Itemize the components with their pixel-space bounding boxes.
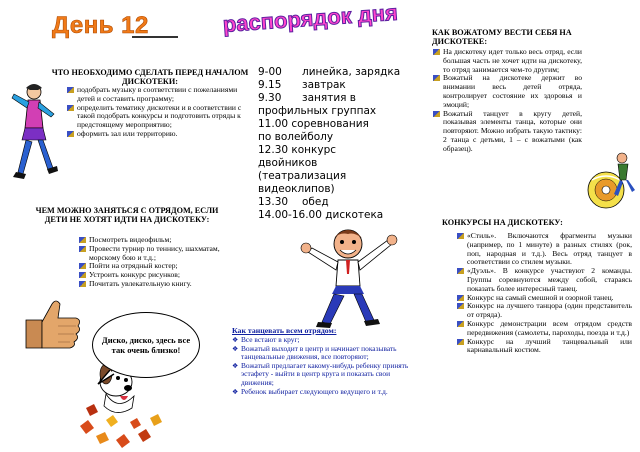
bored-list: [78, 236, 228, 289]
list-item: подобрать музыку в соответствии с пожеланиями детей и составить программу;: [66, 86, 254, 104]
schedule-activity: дискотека: [325, 209, 384, 221]
dance-list: [232, 336, 422, 396]
list-item: Конкурс на лучший танцевальный или карнавальный костюм.: [456, 338, 632, 356]
day-title-blank-line: [132, 36, 178, 38]
schedule-activity: соревнования по волейболу: [258, 118, 369, 143]
schedule-time: 14.00-16.00: [258, 209, 322, 221]
list-item: На дискотеку идет только весь отряд, если большая часть не хочет идти на дискотеку, то отряд занимается чем-то другим;: [432, 48, 582, 74]
schedule-time: 11.00: [258, 118, 289, 130]
dancer-woman-illustration: [8, 80, 60, 190]
contests-heading: КОНКУРСЫ НА ДИСКОТЕКУ:: [442, 218, 563, 227]
schedule-row: [258, 196, 384, 209]
schedule-activity: занятия в профильных группах: [258, 92, 377, 117]
list-item: Пойти на отрядный костер;: [78, 262, 228, 271]
cd-dancer-illustration: [584, 150, 636, 216]
schedule-row: [258, 66, 401, 79]
schedule-time: 9-00: [258, 66, 282, 78]
list-item: оформить зал или территорию.: [66, 130, 254, 139]
prep-heading: ЧТО НЕОБХОДИМО СДЕЛАТЬ ПЕРЕД НАЧАЛОМ ДИСКОТЕКИ:: [51, 68, 249, 86]
speech-bubble-tail: [96, 370, 116, 386]
schedule-activity: обед: [302, 196, 329, 208]
list-item: Почитать увлекательную книгу.: [78, 280, 228, 289]
schedule-row: [258, 79, 384, 92]
dancer-man-illustration: [292, 224, 404, 328]
list-item: ❖ Все встают в круг;: [232, 336, 422, 345]
schedule-banner: распорядок дня: [222, 0, 399, 37]
list-item: Конкурс на лучшего танцора (один представитель от отряда).: [456, 302, 632, 320]
daily-schedule: [258, 66, 401, 222]
schedule-activity: конкурс двойников (театрализация видеоклипов): [258, 144, 347, 195]
list-item: Конкурс на самый смешной и озорной танец.: [456, 294, 632, 303]
prep-list: [66, 86, 254, 139]
list-item: определить тематику дискотеки и в соответствии с такой подобрать конкурсы и подготовить отряды к предстоящему мероприятию;: [66, 104, 254, 130]
list-item: ❖ Вожатый предлагает какому-нибудь ребенку принять эстафету - выйти в центр круга и показать свои движения;: [232, 362, 422, 388]
day-title: День 12: [52, 12, 149, 39]
list-item: Посмотреть видеофильм;: [78, 236, 228, 245]
conduct-list: [432, 48, 582, 154]
list-item: «Дуэль». В конкурсе участвуют 2 команды. Группы соревнуются между собой, стараясь показать более интересный танец.: [456, 267, 632, 293]
schedule-row: [258, 92, 384, 118]
bored-heading: ЧЕМ МОЖНО ЗАНЯТЬСЯ С ОТРЯДОМ, ЕСЛИ ДЕТИ НЕ ХОТЯТ ИДТИ НА ДИСКОТЕКУ:: [35, 206, 219, 224]
schedule-time: 13.30: [258, 196, 289, 208]
list-item: «Стиль». Включаются фрагменты музыки (например, по 1 минуте) в разных стилях (рок, поп, народная и т.д.). Весь отряд танцует в соответствии со стилем музыки.: [456, 232, 632, 267]
schedule-row: [258, 209, 384, 222]
contests-list: [456, 232, 632, 355]
conduct-heading: КАК ВОЖАТОМУ ВЕСТИ СЕБЯ НА ДИСКОТЕКЕ:: [432, 28, 572, 46]
schedule-activity: линейка, зарядка: [302, 66, 401, 78]
list-item: Провести турнир по теннису, шахматам, морскому бою и т.д.;: [78, 245, 228, 263]
schedule-time: 12.30: [258, 144, 289, 156]
list-item: Устроить конкурс рисунков;: [78, 271, 228, 280]
schedule-time: 9.15: [258, 79, 282, 91]
speech-bubble: Диско, диско, здесь все так очень близко!: [92, 312, 200, 378]
list-item: Конкурс демонстрации всем отрядом средств передвижения (самолеты, пароходы, поезда и т.д.): [456, 320, 632, 338]
list-item: Вожатый танцует в кругу детей, показывая элементы танца, которые они повторяют. Можно избрать такую тактику: 2 танца с детьми, 1 – с вожатыми (как образец).: [432, 110, 582, 154]
list-item: ❖ Вожатый выходит в центр и начинает показывать танцевальные движения, все повторяют;: [232, 345, 422, 362]
schedule-row: [258, 144, 384, 196]
list-item: Вожатый на дискотеке держит во внимании весь детей отряда, контролирует состояние их здоровья и эмоций;: [432, 74, 582, 109]
thumbs-up-illustration: [22, 296, 86, 352]
dance-heading: Как танцевать всем отрядом:: [232, 326, 337, 335]
schedule-row: [258, 118, 384, 144]
list-item: ❖ Ребенок выбирает следующего ведущего и т.д.: [232, 388, 422, 397]
schedule-activity: завтрак: [302, 79, 346, 91]
schedule-time: 9.30: [258, 92, 282, 104]
